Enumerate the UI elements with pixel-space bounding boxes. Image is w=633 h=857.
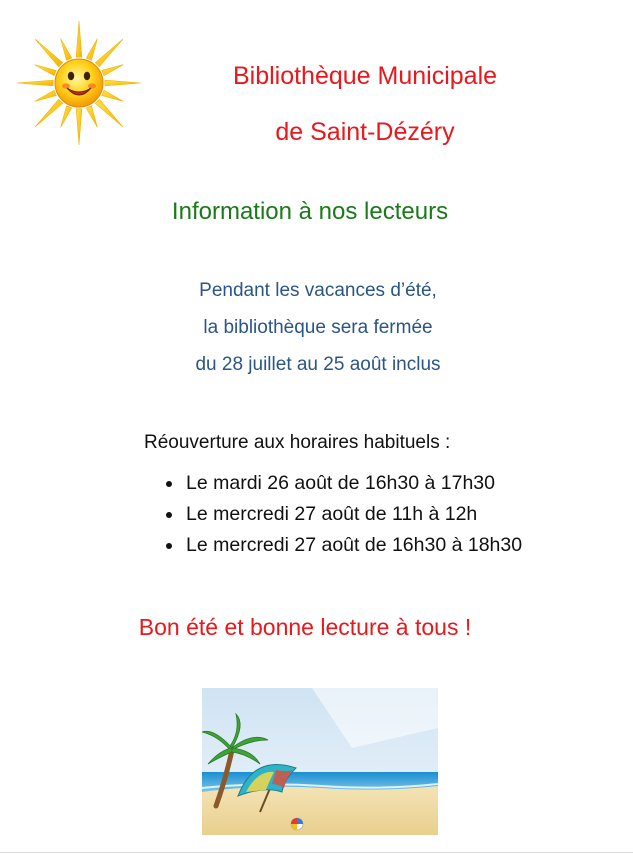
sun-ray — [102, 65, 124, 76]
sun-ray — [95, 39, 123, 67]
schedule-item — [160, 470, 522, 501]
sun-ray — [61, 106, 72, 128]
sun-ray — [105, 80, 141, 86]
sun-ray — [86, 106, 97, 128]
library-location: de Saint-Dézéry — [275, 118, 455, 146]
closure-line-1: Pendant les vacances d’été, — [199, 280, 437, 301]
sun-ray — [102, 90, 124, 101]
schedule-item-text: Le mardi 26 août de 16h30 à 17h30 — [186, 472, 496, 494]
beach-scene-illustration — [202, 688, 438, 835]
sun-ray — [35, 65, 57, 76]
smiling-sun-icon — [14, 18, 144, 148]
sun-ray — [35, 39, 63, 67]
bullet-icon — [166, 543, 172, 549]
reopening-schedule-list — [160, 470, 522, 563]
page-bottom-rule — [0, 852, 633, 853]
notice-heading: Information à nos lecteurs — [171, 198, 449, 225]
sun-ray — [86, 39, 97, 61]
schedule-item — [160, 532, 522, 563]
sun-ray — [76, 109, 82, 145]
sun-ray — [35, 99, 63, 127]
schedule-item-text: Le mercredi 27 août de 11h à 12h — [186, 503, 478, 525]
closure-line-2: la bibliothèque sera fermée — [203, 317, 433, 338]
sun-ray — [35, 90, 57, 101]
bullet-icon — [166, 512, 172, 518]
sun-ray — [95, 99, 123, 127]
schedule-item — [160, 501, 522, 532]
bullet-icon — [166, 481, 172, 487]
schedule-item-text: Le mercredi 27 août de 16h30 à 18h30 — [186, 534, 523, 556]
closing-message: Bon été et bonne lecture à tous ! — [138, 614, 472, 640]
sun-ray — [61, 39, 72, 61]
sun-ray — [76, 21, 82, 57]
sun-ray — [17, 80, 53, 86]
library-name: Bibliothèque Municipale — [232, 62, 498, 90]
closure-dates: du 28 juillet au 25 août inclus — [195, 354, 441, 375]
reopening-heading: Réouverture aux horaires habituels : — [144, 432, 451, 453]
